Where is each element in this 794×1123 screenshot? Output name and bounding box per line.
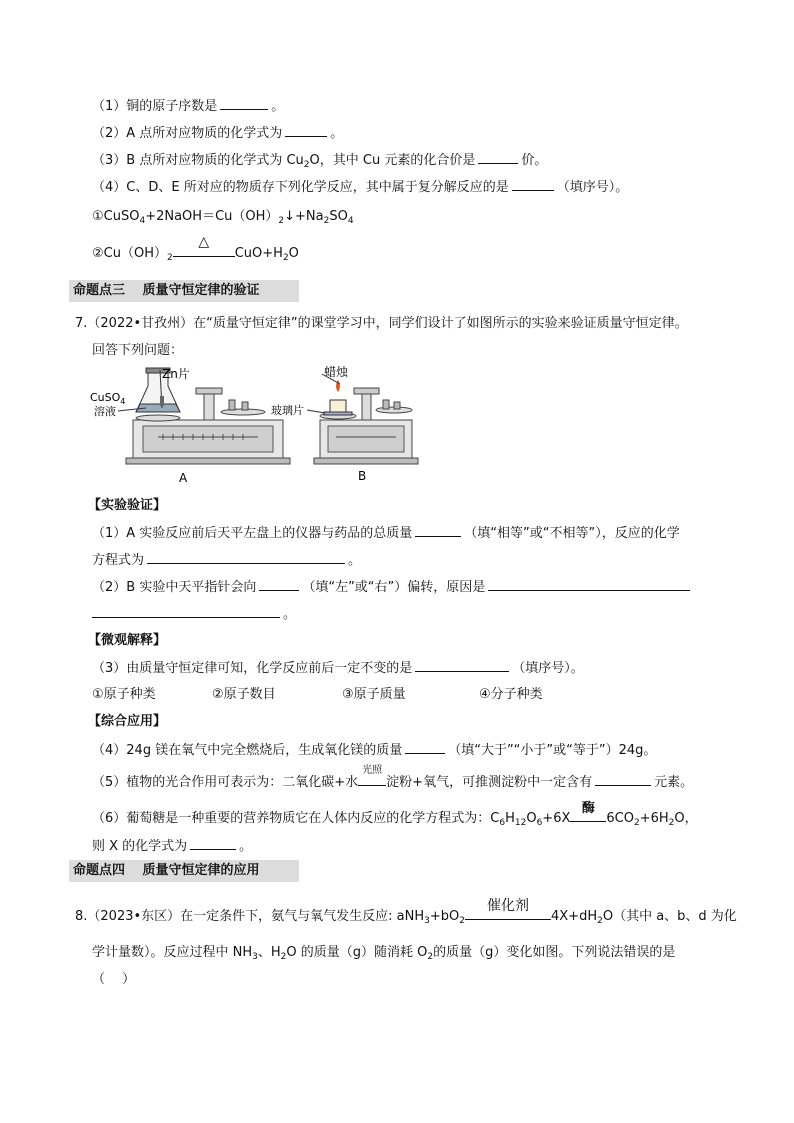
heading-verify: 【实验验证】 xyxy=(88,498,167,513)
label-solution: 溶液 xyxy=(94,405,116,418)
option-1: ①原子种类 xyxy=(92,687,156,702)
q7-part-5-end: 元素。 xyxy=(654,775,694,790)
reaction-1 xyxy=(92,208,354,230)
light-condition: 光照 xyxy=(362,765,383,776)
q7-part-5 xyxy=(92,765,694,792)
q7-part-4-end: （填“大于”“小于”或“等于”）24g。 xyxy=(448,743,657,758)
q8-text-6: 、H xyxy=(257,945,281,960)
balance-a xyxy=(126,368,290,464)
subscript: 4 xyxy=(347,216,354,226)
option-3: ③原子质量 xyxy=(342,687,406,702)
answer-blank[interactable] xyxy=(220,97,268,110)
reaction-condition xyxy=(465,898,551,926)
subscript: 3 xyxy=(252,952,258,962)
answer-blank[interactable] xyxy=(259,578,299,591)
subscript: 6 xyxy=(536,818,543,828)
q-prev-item-4-end: （填序号）。 xyxy=(556,180,629,195)
q-prev-item-2-end: 。 xyxy=(330,126,344,141)
label-glass: 玻璃片 xyxy=(271,404,304,417)
formula-part: O， xyxy=(674,811,698,826)
experiment-figure xyxy=(88,362,428,492)
q7-part-6-line-2 xyxy=(92,837,252,856)
answer-blank[interactable] xyxy=(190,837,236,850)
q7-part-3 xyxy=(92,659,584,678)
formula-part: O xyxy=(526,811,537,826)
q-prev-item-1-end: 。 xyxy=(271,99,285,114)
q8-text-8: 的质量（g）变化如图。下列说法错误的是 xyxy=(433,945,676,960)
q7-part-3-text: （3）由质量守恒定律可知，化学反应前后一定不变的是 xyxy=(92,661,413,676)
subscript: 2 xyxy=(278,216,285,226)
q8-text-3: 4X+dH xyxy=(551,909,598,924)
reaction-2-part: CuO+H xyxy=(234,246,283,261)
q7-stem-line-2: 回答下列问题： xyxy=(92,343,184,358)
label-candle: 蜡烛 xyxy=(324,365,349,379)
subscript: 2 xyxy=(668,818,675,828)
q7-part-5-text: （5）植物的光合作用可表示为：二氧化碳+水 xyxy=(92,775,359,790)
answer-blank[interactable] xyxy=(488,578,690,591)
q-prev-item-2-text: （2）A 点所对应物质的化学式为 xyxy=(92,126,283,141)
reaction-1-part: ↓+Na xyxy=(284,209,324,224)
q-prev-item-1-text: （1）铜的原子序数是 xyxy=(92,99,218,114)
option-2: ②原子数目 xyxy=(212,687,276,702)
q-prev-item-3-mid: O，其中 Cu 元素的化合价是 xyxy=(309,153,476,168)
q7-part-1-line-2 xyxy=(92,551,361,570)
q-prev-item-1 xyxy=(92,97,284,116)
q8-text-5: 学计量数）。反应过程中 NH xyxy=(92,945,253,960)
figure-a-label: A xyxy=(179,471,188,485)
catalyst-condition: 催化剂 xyxy=(487,898,529,914)
q8-line-1 xyxy=(75,898,737,930)
section-header-3: 命题点三 质量守恒定律的验证 xyxy=(69,280,299,302)
subscript: 2 xyxy=(633,818,640,828)
subscript: 3 xyxy=(424,916,430,926)
label-zn: Zn片 xyxy=(162,367,190,381)
q7-part-2-line-1 xyxy=(92,578,693,597)
q-prev-item-3-text: （3）B 点所对应物质的化学式为 Cu xyxy=(92,153,304,168)
q-prev-item-2 xyxy=(92,124,343,143)
reaction-2 xyxy=(92,234,299,267)
q-prev-item-4-text: （4）C、D、E 所对应的物质存下列化学反应，其中属于复分解反应的是 xyxy=(92,180,509,195)
q7-part-4 xyxy=(92,741,656,760)
q-prev-item-4 xyxy=(92,178,628,197)
q7-part-6-text-2: 则 X 的化学式为 xyxy=(92,839,188,854)
q7-part-6-line-1 xyxy=(92,801,698,832)
subscript: 2 xyxy=(597,916,603,926)
q7-part-2-line-2 xyxy=(92,605,296,624)
label-cuso4: CuSO$_4$ xyxy=(90,391,126,406)
formula-part: H xyxy=(505,811,515,826)
answer-blank[interactable] xyxy=(285,124,327,137)
q7-part-5-text-2: 淀粉+氧气，可推测淀粉中一定含有 xyxy=(386,775,593,790)
formula-part: +6H xyxy=(639,811,669,826)
subscript: 2 xyxy=(459,916,465,926)
subscript: 2 xyxy=(282,253,289,263)
section-header-4: 命题点四 质量守恒定律的应用 xyxy=(69,860,299,882)
q7-part-4-text: （4）24g 镁在氧气中完全燃烧后，生成氧化镁的质量 xyxy=(92,743,403,758)
q7-part-6-text: （6）葡萄糖是一种重要的营养物质它在人体内反应的化学方程式为：C xyxy=(92,811,500,826)
subscript: 2 xyxy=(280,952,287,962)
q-prev-item-3 xyxy=(92,151,547,174)
q7-part-1-end: 。 xyxy=(348,553,362,568)
q7-part-1-text-3: 方程式为 xyxy=(92,553,145,568)
enzyme-condition: 酶 xyxy=(581,801,595,816)
subscript: 2 xyxy=(303,160,310,170)
reaction-1-part: +2NaOH＝Cu（OH） xyxy=(145,209,279,224)
q7-part-2-end: 。 xyxy=(283,607,297,622)
q8-line-2 xyxy=(92,944,675,966)
answer-blank[interactable] xyxy=(512,178,554,191)
option-4: ④分子种类 xyxy=(479,687,543,702)
q7-part-6-end: 。 xyxy=(239,839,253,854)
answer-blank[interactable] xyxy=(415,524,461,537)
reaction-condition xyxy=(358,765,386,792)
balance-b xyxy=(314,380,418,464)
answer-blank[interactable] xyxy=(415,659,509,672)
reaction-condition xyxy=(570,801,606,828)
subscript: 2 xyxy=(323,216,330,226)
answer-blank[interactable] xyxy=(405,741,445,754)
answer-blank[interactable] xyxy=(478,151,518,164)
q7-part-2-text: （2）B 实验中天平指针会向 xyxy=(92,580,257,595)
q8-text: 8.（2023•东区）在一定条件下，氨气与氧气发生反应: aNH xyxy=(75,909,425,924)
q7-part-2-text-2: （填“左”或“右”）偏转，原因是 xyxy=(302,580,486,595)
figure-b-label: B xyxy=(358,469,367,483)
subscript: 2 xyxy=(166,253,173,263)
heat-symbol: △ xyxy=(198,234,210,250)
subscript: 2 xyxy=(427,952,434,962)
answer-blank[interactable] xyxy=(595,773,651,786)
formula-part: +6X xyxy=(542,811,571,826)
heading-micro: 【微观解释】 xyxy=(88,633,167,648)
reaction-1-part: ①CuSO xyxy=(92,209,140,224)
formula-part: 6CO xyxy=(606,811,634,826)
subscript: 12 xyxy=(514,818,527,828)
q7-part-1-line-1 xyxy=(92,524,680,543)
reaction-2-part: ②Cu（OH） xyxy=(92,246,167,261)
q7-part-3-end: （填序号）。 xyxy=(512,661,584,676)
answer-blank[interactable] xyxy=(92,605,280,618)
reaction-2-part: O xyxy=(288,246,299,261)
q7-stem-line-1: 7.（2022•甘孜州）在“质量守恒定律”的课堂学习中，同学们设计了如图所示的实验来验证质量守恒定律。 xyxy=(75,316,688,331)
answer-blank[interactable] xyxy=(147,551,345,564)
q8-text-4: O（其中 a、b、d 为化 xyxy=(602,909,737,924)
reaction-1-part: SO xyxy=(329,209,348,224)
heading-apply: 【综合应用】 xyxy=(88,714,167,729)
q8-text-2: +bO xyxy=(429,909,460,924)
subscript: 4 xyxy=(139,216,146,226)
q7-part-1-text: （1）A 实验反应前后天平左盘上的仪器与药品的总质量 xyxy=(92,526,413,541)
q7-part-1-text-2: （填“相等”或“不相等”），反应的化学 xyxy=(464,526,680,541)
reaction-condition xyxy=(173,234,235,263)
q8-answer-bracket[interactable]: （ ） xyxy=(92,972,136,987)
q-prev-item-3-end: 价。 xyxy=(521,153,548,168)
q8-text-7: O 的质量（g）随消耗 O xyxy=(286,945,428,960)
subscript: 6 xyxy=(499,818,506,828)
